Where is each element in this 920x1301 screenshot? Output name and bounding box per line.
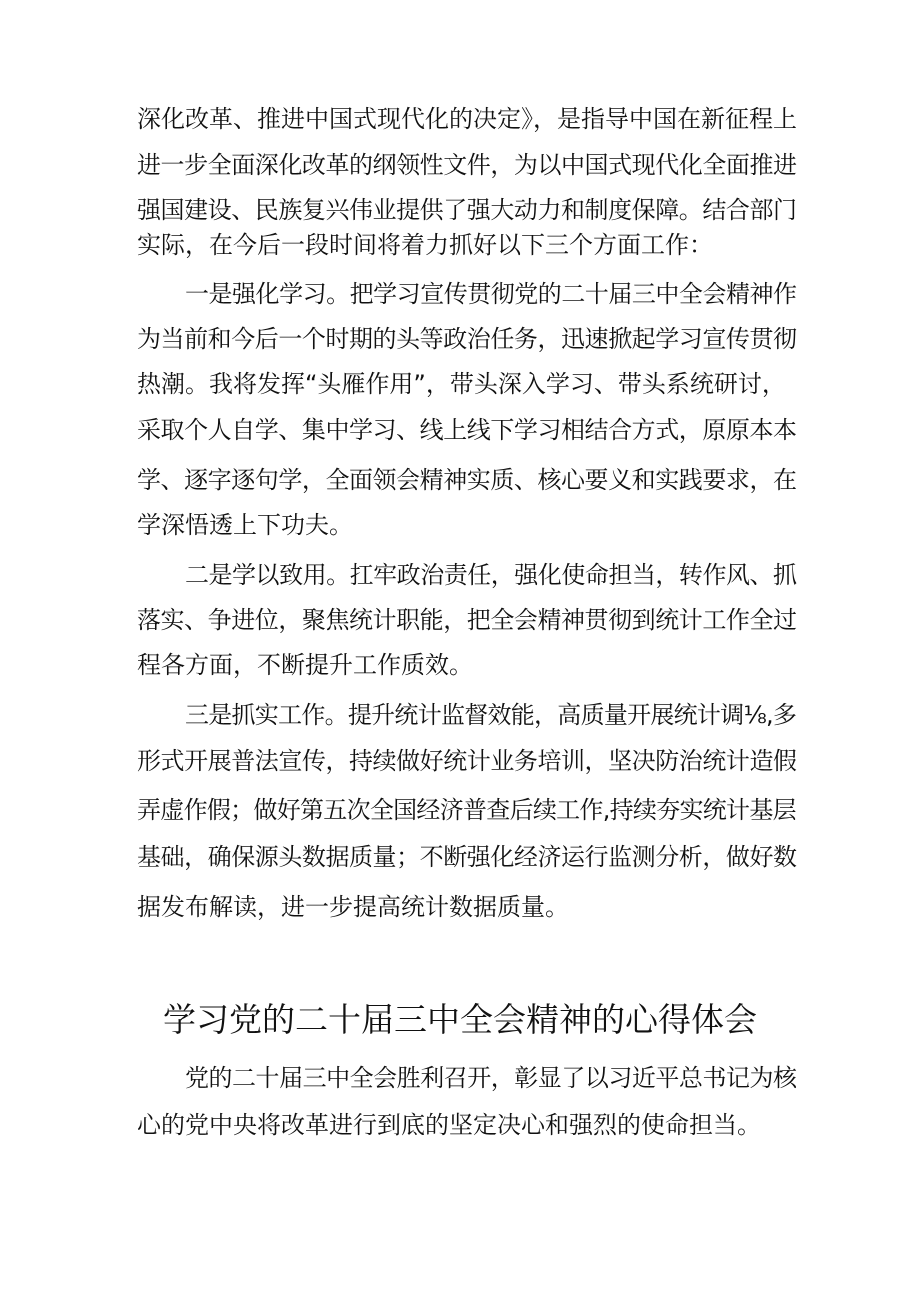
text-line: 基础，确保源头数据质量；不断强化经济运行监测分析，做好数 — [137, 843, 797, 871]
text-line: 采取个人自学、集中学习、线上线下学习相结合方式，原原本本 — [137, 416, 797, 444]
text-line: 据发布解读，进一步提高统计数据质量。 — [137, 893, 569, 921]
text-line: 学、逐字逐句学，全面领会精神实质、核心要义和实践要求，在 — [137, 466, 797, 494]
section-title: 学习党的二十届三中全会精神的心得体会 — [163, 1000, 757, 1039]
text-line: 热潮。我将发挥“头雁作用”，带头深入学习、带头系统研讨， — [137, 370, 786, 398]
text-line: 强国建设、民族复兴伟业提供了强大动力和制度保障。结合部门 — [137, 196, 797, 224]
text-line: 二是学以致用。扛牢政治责任，强化使命担当，转作风、抓 — [185, 561, 797, 589]
text-line: 党的二十届三中全会胜利召开，彰显了以习近平总书记为核 — [185, 1064, 797, 1092]
text-line: 程各方面，不断提升工作质效。 — [137, 651, 473, 679]
text-line: 学深悟透上下功夫。 — [137, 511, 353, 539]
text-line: 实际，在今后一段时间将着力抓好以下三个方面工作： — [137, 231, 713, 259]
text-line: 三是抓实工作。提升统计监督效能，高质量开展统计调⅛,多 — [185, 701, 797, 729]
text-line: 心的党中央将改革进行到底的坚定决心和强烈的使命担当。 — [137, 1111, 761, 1139]
text-line: 形式开展普法宣传，持续做好统计业务培训，坚决防治统计造假 — [137, 747, 797, 775]
text-line: 落实、争进位，聚焦统计职能，把全会精神贯彻到统计工作全过 — [137, 606, 797, 634]
text-line: 深化改革、推进中国式现代化的决定》，是指导中国在新征程上 — [137, 105, 797, 133]
text-line: 一是强化学习。把学习宣传贯彻党的二十届三中全会精神作 — [185, 280, 797, 308]
text-line: 进一步全面深化改革的纲领性文件，为以中国式现代化全面推进 — [137, 151, 797, 179]
text-line: 为当前和今后一个时期的头等政治任务，迅速掀起学习宣传贯彻 — [137, 325, 797, 353]
text-line: 弄虚作假；做好第五次全国经济普查后续工作,持续夯实统计基层 — [137, 796, 796, 824]
